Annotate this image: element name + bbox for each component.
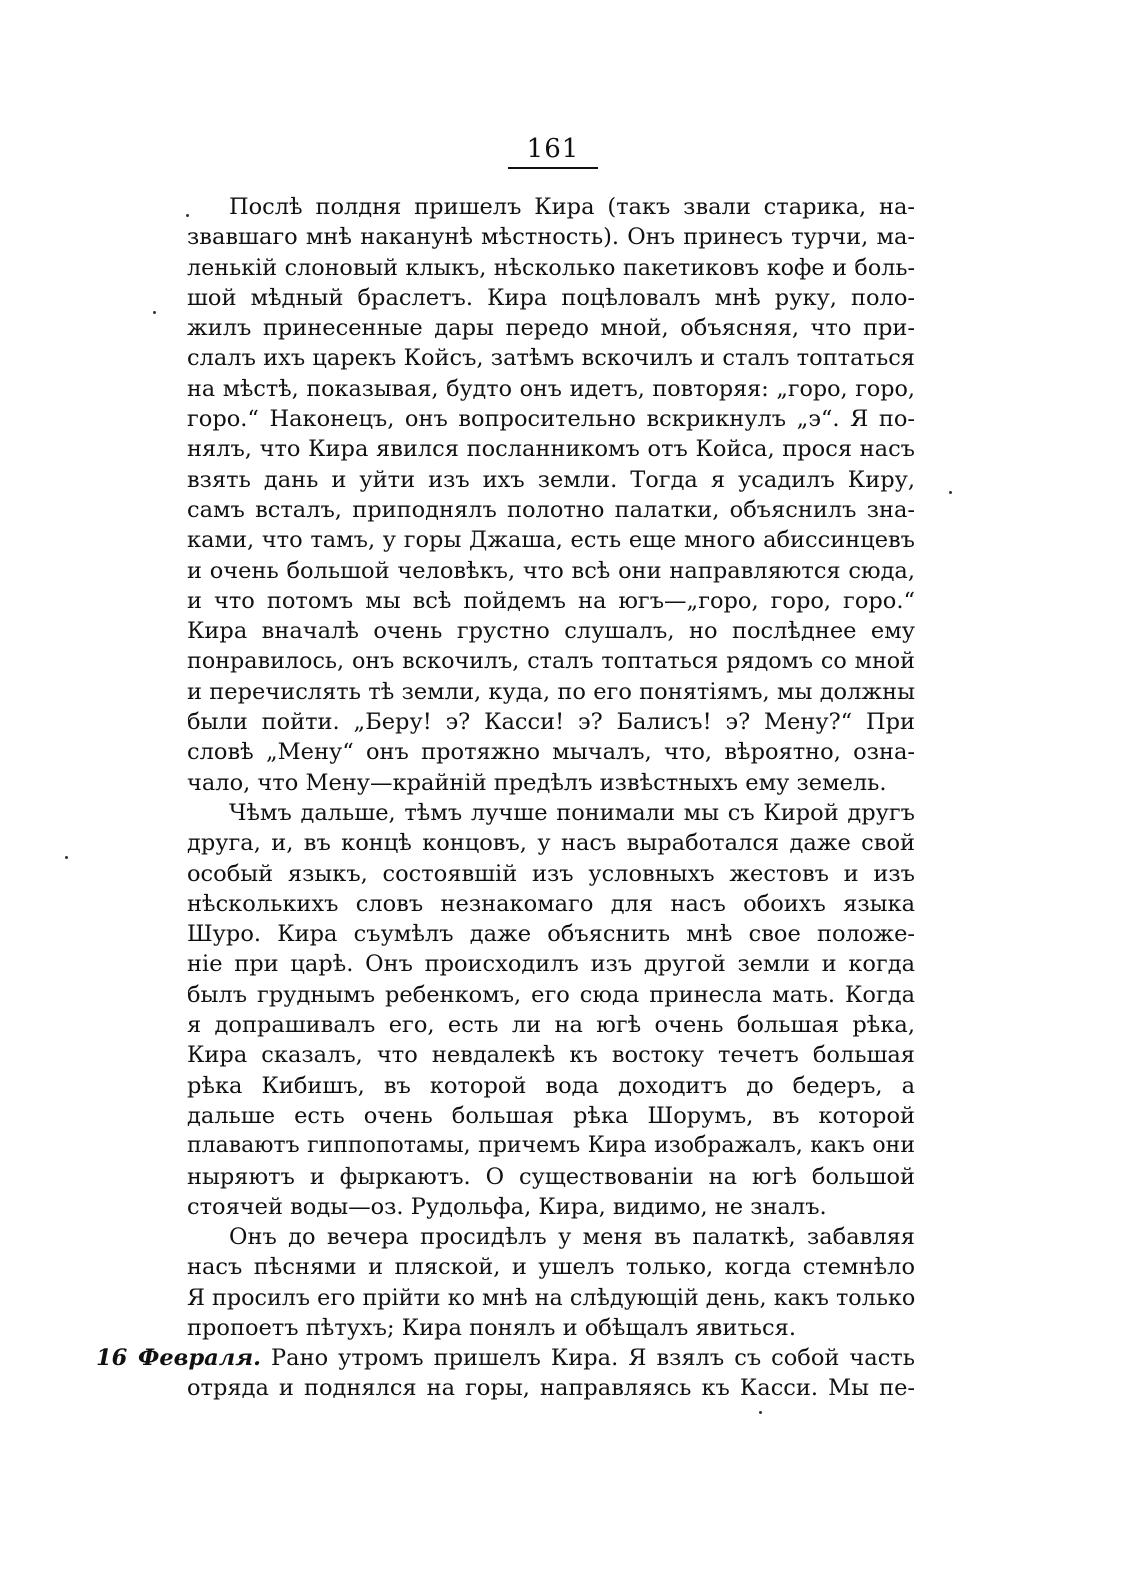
text-line: ныряютъ и фыркаютъ. О существованіи на югѣ большой [187, 1163, 915, 1190]
text-line: плаваютъ гиппопотамы, причемъ Кира изображалъ, какъ они [187, 1133, 915, 1159]
text-line: Кира сказалъ, что невдалекѣ къ востоку течетъ большая [187, 1042, 915, 1069]
text-line: Кира вначалѣ очень грустно слушалъ, но послѣднее ему [187, 618, 915, 645]
text-line: взять дань и уйти изъ ихъ земли. Тогда я усадилъ Киру, [187, 466, 915, 493]
scan-speck [65, 856, 68, 859]
scan-speck [153, 311, 156, 314]
text-line: были пойти. „Беру! э? Касси! э? Балисъ! э? Мену?“ При [187, 709, 915, 736]
text-line: чало, что Мену—крайній предѣлъ извѣстныхъ ему земель. [187, 769, 887, 796]
text-line: слалъ ихъ царекъ Койсъ, затѣмъ вскочилъ и сталъ топтаться [187, 345, 915, 372]
body-text [187, 192, 915, 1343]
text-line: пропоетъ пѣтухъ; Кира понялъ и обѣщалъ явиться. [187, 1314, 796, 1341]
text-line: Чѣмъ дальше, тѣмъ лучше понимали мы съ Кирой другъ [229, 799, 915, 826]
text-line: ніе при царѣ. Онъ происходилъ изъ другой земли и когда [187, 951, 915, 978]
dated-entry [96, 1343, 915, 1404]
scan-speck [949, 491, 952, 494]
text-line: ками, что тамъ, у горы Джаша, есть еще много абиссинцевъ [187, 527, 915, 554]
text-line: нялъ, что Кира явился посланникомъ отъ Койса, прося насъ [187, 436, 915, 463]
text-line: я допрашивалъ его, есть ли на югѣ очень большая рѣка, [187, 1012, 915, 1039]
text-line: понравилось, онъ вскочилъ, сталъ топтаться рядомъ со мной [187, 648, 915, 675]
text-line: самъ всталъ, приподнялъ полотно палатки, объяснилъ зна- [187, 496, 915, 523]
text-line: и перечислять тѣ земли, куда, по его понятіямъ, мы должны [187, 678, 915, 705]
text-line: отряда и поднялся на горы, направляясь къ Касси. Мы пе- [187, 1375, 915, 1402]
page-number-rule [508, 167, 598, 169]
scan-speck [186, 214, 189, 217]
text-line: дальше есть очень большая рѣка Шорумъ, въ которой [187, 1102, 915, 1129]
text-line: насъ пѣснями и пляской, и ушелъ только, когда стемнѣло [187, 1254, 915, 1281]
paragraph [187, 798, 915, 1222]
text-line: шой мѣдный браслетъ. Кира поцѣловалъ мнѣ руку, поло- [187, 284, 915, 311]
text-line: нѣсколькихъ словъ незнакомаго для насъ обоихъ языка [187, 890, 915, 917]
text-line: Я просилъ его прійти ко мнѣ на слѣдующій день, какъ только [187, 1284, 915, 1311]
text-line: звавшаго мнѣ наканунѣ мѣстность). Онъ принесъ турчи, ма- [187, 224, 915, 251]
page-number: 161 [526, 134, 580, 164]
text-line: горо.“ Наконецъ, онъ вопросительно вскрикнулъ „э“. Я по- [187, 406, 915, 433]
text-line: Рано утромъ пришелъ Кира. Я взялъ съ собой часть [271, 1345, 915, 1371]
scan-speck [759, 1411, 762, 1414]
text-line: словѣ „Мену“ онъ протяжно мычалъ, что, вѣроятно, озна- [187, 739, 915, 766]
text-line: Онъ до вечера просидѣлъ у меня въ палаткѣ, забавляя [229, 1224, 915, 1251]
text-line: былъ груднымъ ребенкомъ, его сюда принесла мать. Когда [187, 981, 915, 1008]
text-line: ленькій слоновый клыкъ, нѣсколько пакетиковъ кофе и боль- [187, 254, 915, 281]
dated-entry-first-line [96, 1343, 915, 1373]
text-line: друга, и, въ концѣ концовъ, у насъ выработался даже свой [187, 830, 915, 857]
text-line: Послѣ полдня пришелъ Кира (такъ звали старика, на- [229, 194, 915, 220]
text-line: стоячей воды—оз. Рудольфа, Кира, видимо, не зналъ. [187, 1193, 827, 1220]
text-line: на мѣстѣ, показывая, будто онъ идетъ, повторяя: „горо, горо, [187, 375, 915, 402]
entry-date: 16 Февраля. [96, 1345, 261, 1371]
text-line: Шуро. Кира съумѣлъ даже объяснить мнѣ свое положе- [187, 921, 915, 948]
text-line: жилъ принесенные дары передо мной, объясняя, что при- [187, 315, 915, 342]
text-line: особый языкъ, состоявшій изъ условныхъ жестовъ и изъ [187, 860, 915, 887]
text-line: рѣка Кибишъ, въ которой вода доходитъ до бедеръ, а [187, 1072, 915, 1099]
text-line: и что потомъ мы всѣ пойдемъ на югъ—„горо, горо, горо.“ [187, 587, 915, 614]
paragraph [187, 192, 915, 798]
paragraph [187, 1222, 915, 1343]
text-line: и очень большой человѣкъ, что всѣ они направляются сюда, [187, 557, 915, 584]
